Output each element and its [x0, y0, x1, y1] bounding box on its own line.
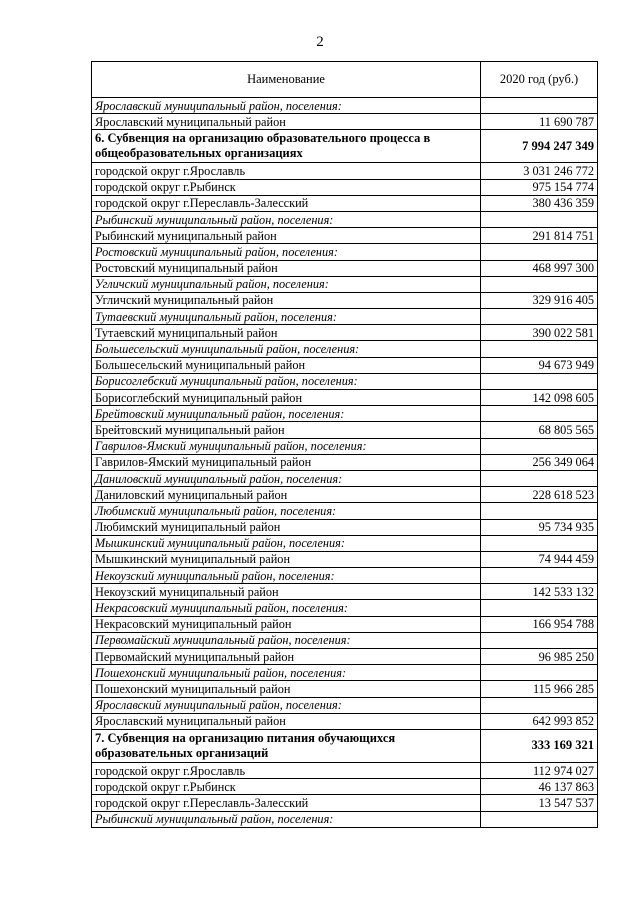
row-name-cell: Даниловский муниципальный район: [92, 487, 481, 503]
row-value-cell: 94 673 949: [481, 357, 598, 373]
header-year-cell: 2020 год (руб.): [481, 62, 598, 98]
row-value-cell: [481, 470, 598, 486]
row-name-cell: Пошехонский муниципальный район: [92, 681, 481, 697]
subvention-table: [91, 61, 598, 828]
row-name-cell: Большесельский муниципальный район: [92, 357, 481, 373]
group-heading-row: [92, 309, 598, 325]
row-name-cell: Некрасовский муниципальный район: [92, 616, 481, 632]
group-heading-row: [92, 600, 598, 616]
table-row: [92, 649, 598, 665]
row-value-cell: [481, 535, 598, 551]
row-value-cell: 390 022 581: [481, 325, 598, 341]
row-name-cell: Рыбинский муниципальный район, поселения:: [92, 211, 481, 227]
group-heading-row: [92, 244, 598, 260]
row-value-cell: 142 533 132: [481, 584, 598, 600]
row-name-cell: Брейтовский муниципальный район: [92, 422, 481, 438]
row-value-cell: [481, 811, 598, 827]
row-value-cell: [481, 341, 598, 357]
row-value-cell: [481, 665, 598, 681]
row-value-cell: [481, 244, 598, 260]
table-header-row: [92, 62, 598, 98]
page-number: 2: [316, 34, 324, 50]
table-row: [92, 357, 598, 373]
row-value-cell: 11 690 787: [481, 114, 598, 130]
row-value-cell: 228 618 523: [481, 487, 598, 503]
row-name-cell: городской округ г.Переславль-Залесский: [92, 195, 481, 211]
row-name-cell: Некоузский муниципальный район, поселения:: [92, 568, 481, 584]
row-value-cell: 642 993 852: [481, 713, 598, 729]
header-name-cell: Наименование: [92, 62, 481, 98]
row-value-cell: [481, 276, 598, 292]
section-row: [92, 729, 598, 762]
row-value-cell: 291 814 751: [481, 228, 598, 244]
table-row: [92, 487, 598, 503]
row-name-cell: Некоузский муниципальный район: [92, 584, 481, 600]
group-heading-row: [92, 632, 598, 648]
row-value-cell: 329 916 405: [481, 292, 598, 308]
row-value-cell: [481, 568, 598, 584]
table-row: [92, 454, 598, 470]
row-value-cell: [481, 98, 598, 114]
row-value-cell: 68 805 565: [481, 422, 598, 438]
row-value-cell: 333 169 321: [481, 729, 598, 762]
group-heading-row: [92, 373, 598, 389]
row-value-cell: [481, 406, 598, 422]
row-value-cell: 46 137 863: [481, 779, 598, 795]
row-name-cell: Ярославский муниципальный район, поселения:: [92, 98, 481, 114]
row-value-cell: 115 966 285: [481, 681, 598, 697]
table-row: [92, 114, 598, 130]
row-name-cell: Даниловский муниципальный район, поселения:: [92, 470, 481, 486]
row-value-cell: [481, 373, 598, 389]
table-row: [92, 195, 598, 211]
row-name-cell: Первомайский муниципальный район, поселения:: [92, 632, 481, 648]
row-value-cell: [481, 600, 598, 616]
group-heading-row: [92, 211, 598, 227]
group-heading-row: [92, 438, 598, 454]
table-row: [92, 390, 598, 406]
table-body: [92, 62, 598, 828]
row-name-cell: городской округ г.Рыбинск: [92, 779, 481, 795]
row-name-cell: Пошехонский муниципальный район, поселения:: [92, 665, 481, 681]
row-name-cell: Мышкинский муниципальный район: [92, 551, 481, 567]
group-heading-row: [92, 503, 598, 519]
group-heading-row: [92, 98, 598, 114]
row-value-cell: [481, 632, 598, 648]
row-name-cell: Рыбинский муниципальный район, поселения:: [92, 811, 481, 827]
group-heading-row: [92, 697, 598, 713]
row-name-cell: городской округ г.Ярославль: [92, 163, 481, 179]
row-value-cell: 256 349 064: [481, 454, 598, 470]
group-heading-row: [92, 470, 598, 486]
row-name-cell: Любимский муниципальный район, поселения:: [92, 503, 481, 519]
row-name-cell: 7. Субвенция на организацию питания обучающихся образовательных организаций: [92, 729, 481, 762]
row-name-cell: Тутаевский муниципальный район: [92, 325, 481, 341]
table-row: [92, 260, 598, 276]
row-name-cell: городской округ г.Переславль-Залесский: [92, 795, 481, 811]
row-name-cell: Ростовский муниципальный район, поселения:: [92, 244, 481, 260]
row-value-cell: 112 974 027: [481, 762, 598, 778]
row-name-cell: Рыбинский муниципальный район: [92, 228, 481, 244]
table-row: [92, 519, 598, 535]
row-name-cell: Борисоглебский муниципальный район, поселения:: [92, 373, 481, 389]
row-value-cell: 380 436 359: [481, 195, 598, 211]
group-heading-row: [92, 568, 598, 584]
row-name-cell: Ростовский муниципальный район: [92, 260, 481, 276]
group-heading-row: [92, 276, 598, 292]
row-name-cell: Мышкинский муниципальный район, поселения:: [92, 535, 481, 551]
table-row: [92, 762, 598, 778]
row-name-cell: Ярославский муниципальный район: [92, 713, 481, 729]
group-heading-row: [92, 811, 598, 827]
row-value-cell: 13 547 537: [481, 795, 598, 811]
row-value-cell: [481, 211, 598, 227]
row-value-cell: 95 734 935: [481, 519, 598, 535]
table-row: [92, 163, 598, 179]
table-row: [92, 551, 598, 567]
row-name-cell: Угличский муниципальный район, поселения:: [92, 276, 481, 292]
table-row: [92, 292, 598, 308]
table-row: [92, 616, 598, 632]
row-name-cell: Некрасовский муниципальный район, поселения:: [92, 600, 481, 616]
row-value-cell: 74 944 459: [481, 551, 598, 567]
row-value-cell: 96 985 250: [481, 649, 598, 665]
row-value-cell: 166 954 788: [481, 616, 598, 632]
row-name-cell: Ярославский муниципальный район: [92, 114, 481, 130]
row-name-cell: Гаврилов-Ямский муниципальный район: [92, 454, 481, 470]
section-row: [92, 130, 598, 163]
group-heading-row: [92, 406, 598, 422]
row-name-cell: городской округ г.Ярославль: [92, 762, 481, 778]
row-name-cell: Гаврилов-Ямский муниципальный район, поселения:: [92, 438, 481, 454]
row-value-cell: 3 031 246 772: [481, 163, 598, 179]
table-row: [92, 713, 598, 729]
table-row: [92, 795, 598, 811]
table-row: [92, 779, 598, 795]
table-row: [92, 228, 598, 244]
row-name-cell: Любимский муниципальный район: [92, 519, 481, 535]
row-value-cell: [481, 503, 598, 519]
row-name-cell: Ярославский муниципальный район, поселения:: [92, 697, 481, 713]
row-name-cell: Угличский муниципальный район: [92, 292, 481, 308]
row-name-cell: 6. Субвенция на организацию образовательного процесса в общеобразовательных организациях: [92, 130, 481, 163]
row-name-cell: Первомайский муниципальный район: [92, 649, 481, 665]
row-value-cell: 7 994 247 349: [481, 130, 598, 163]
row-value-cell: [481, 438, 598, 454]
table-row: [92, 179, 598, 195]
table-row: [92, 584, 598, 600]
group-heading-row: [92, 341, 598, 357]
row-value-cell: 975 154 774: [481, 179, 598, 195]
group-heading-row: [92, 665, 598, 681]
row-name-cell: Брейтовский муниципальный район, поселения:: [92, 406, 481, 422]
row-value-cell: [481, 697, 598, 713]
row-name-cell: Большесельский муниципальный район, поселения:: [92, 341, 481, 357]
row-name-cell: Тутаевский муниципальный район, поселения:: [92, 309, 481, 325]
group-heading-row: [92, 535, 598, 551]
table-row: [92, 422, 598, 438]
row-value-cell: 468 997 300: [481, 260, 598, 276]
row-value-cell: [481, 309, 598, 325]
row-name-cell: Борисоглебский муниципальный район: [92, 390, 481, 406]
table-row: [92, 325, 598, 341]
row-name-cell: городской округ г.Рыбинск: [92, 179, 481, 195]
table-row: [92, 681, 598, 697]
row-value-cell: 142 098 605: [481, 390, 598, 406]
